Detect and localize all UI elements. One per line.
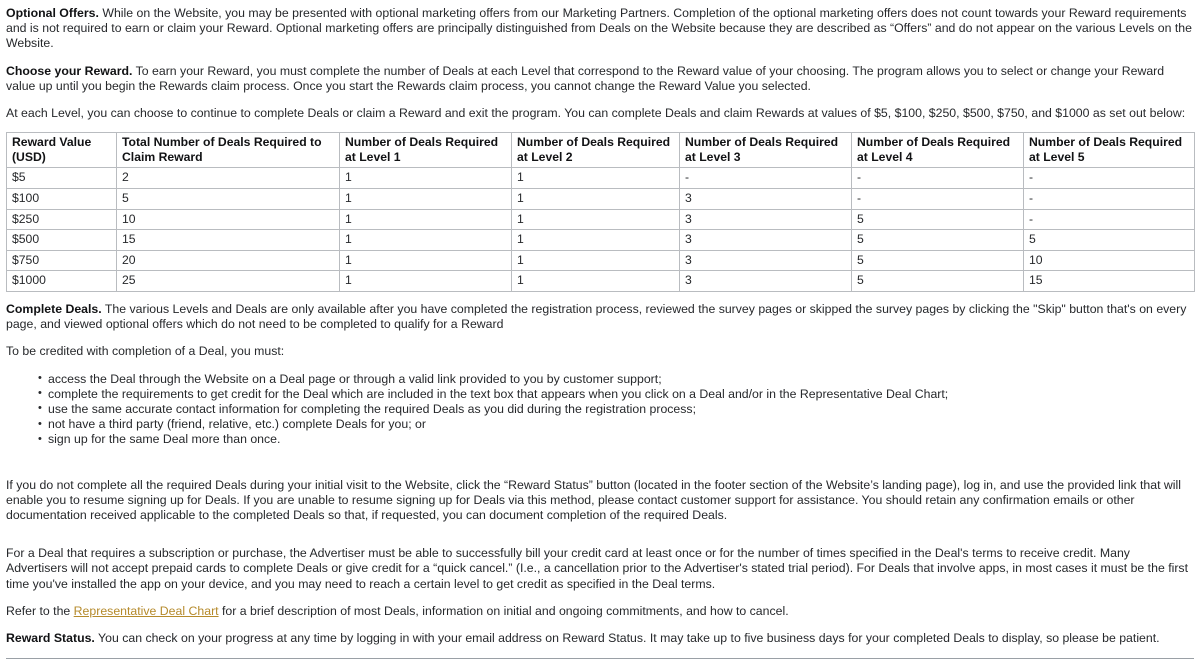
paragraph-credited-intro: To be credited with completion of a Deal, you must: (6, 344, 285, 359)
table-header-row (7, 133, 1195, 168)
paragraph-complete-deals (6, 302, 1194, 332)
cell-level-4: 5 (852, 271, 1024, 292)
cell-level-3: - (680, 168, 852, 189)
cell-reward-value: $250 (7, 209, 117, 230)
reward-status-body: You can check on your progress at any time by logging in with your email address on Reward Status. It may take up to five business days for your completed Deals to display, so please be patient. (94, 631, 1160, 646)
cell-level-4: - (852, 189, 1024, 210)
cell-level-4: - (852, 168, 1024, 189)
column-header-total-deals: Total Number of Deals Required to Claim Reward (117, 133, 340, 168)
complete-deals-heading: Complete Deals. (6, 301, 102, 316)
cell-total-deals: 15 (117, 230, 340, 251)
cell-reward-value: $100 (7, 189, 117, 210)
representative-deal-chart-link[interactable]: Representative Deal Chart (73, 603, 219, 618)
cell-level-1: 1 (340, 230, 512, 251)
complete-deals-body: The various Levels and Deals are only available after you have completed the registration process, reviewed the survey pages or skipped the survey pages by clicking the "Skip" button that's on every page, and viewed optional offers which do not need to be completed to qualify for a Reward (6, 301, 1187, 332)
cell-level-5: - (1024, 209, 1195, 230)
cell-level-5: 15 (1024, 271, 1195, 292)
cell-level-2: 1 (512, 250, 680, 271)
list-item: • complete the requirements to get credit for the Deal which are included in the text box that appears when you click on a Deal and/or in the Representative Deal Chart; (38, 387, 1194, 402)
table-row (7, 250, 1195, 271)
cell-reward-value: $750 (7, 250, 117, 271)
choose-your-reward-body: To earn your Reward, you must complete the number of Deals at each Level that correspond to the Reward value of your choosing. The program allows you to select or change your Reward value up until you begin the Rewards claim process. Once you start the Rewards claim process, you cannot change the Reward Value you selected. (6, 63, 1165, 93)
list-item: • use the same accurate contact information for completing the required Deals as you did during the registration process; (38, 402, 1194, 417)
paragraph-refer-deal-chart (6, 604, 1194, 619)
cell-level-1: 1 (340, 168, 512, 189)
reward-status-heading: Reward Status. (6, 631, 95, 646)
table-row (7, 189, 1195, 210)
cell-level-3: 3 (680, 230, 852, 251)
cell-level-1: 1 (340, 189, 512, 210)
cell-level-4: 5 (852, 250, 1024, 271)
cell-level-2: 1 (512, 189, 680, 210)
cell-total-deals: 2 (117, 168, 340, 189)
column-header-reward-value: Reward Value (USD) (7, 133, 117, 168)
column-header-level-2: Number of Deals Required at Level 2 (512, 133, 680, 168)
cell-level-1: 1 (340, 271, 512, 292)
table-row (7, 230, 1195, 251)
cell-level-2: 1 (512, 230, 680, 251)
paragraph-subscription-deals: For a Deal that requires a subscription or purchase, the Advertiser must be able to successfully bill your credit card at least once or for the number of times specified in the Deal's terms to receive credit. Many Advertisers will not accept prepaid cards to complete Deals or give credit for a “quick cancel.” (I.e., a cancellation prior to the Advertiser's stated trial period). For Deals that involve apps, in most cases it must be the first time you've installed the app on your device, and you may need to reach a certain level to get credit as specified in the Deal terms. (6, 546, 1189, 591)
refer-prefix: Refer to the (6, 603, 74, 618)
cell-level-2: 1 (512, 168, 680, 189)
paragraph-incomplete-deals: If you do not complete all the required Deals during your initial visit to the Website, click the “Reward Status” button (located in the footer section of the Website’s landing page), log in, and use the provided link that will enable you to resume signing up for Deals. If you are unable to resume signing up for Deals via this method, please contact customer support for assistance. You should retain any confirmation emails or other documentation received applicable to the completed Deals so that, if requested, you can document completion of the required Deals. (6, 477, 1182, 522)
column-header-level-3: Number of Deals Required at Level 3 (680, 133, 852, 168)
paragraph-reward-status (6, 631, 1194, 646)
table-row (7, 209, 1195, 230)
optional-offers-heading: Optional Offers. (6, 6, 99, 20)
section-spacer (6, 535, 1194, 546)
paragraph-at-each-level: At each Level, you can choose to continue to complete Deals or claim a Reward and exit the program. You can complete Deals and claim Rewards at values of $5, $100, $250, $500, $750, and $1000 as set out below: (6, 106, 1186, 121)
list-item: • not have a third party (friend, relative, etc.) complete Deals for you; or (38, 417, 1194, 432)
cell-level-4: 5 (852, 230, 1024, 251)
cell-level-5: 10 (1024, 250, 1195, 271)
cell-total-deals: 10 (117, 209, 340, 230)
paragraph-optional-offers (6, 6, 1194, 52)
table-row (7, 168, 1195, 189)
cell-total-deals: 5 (117, 189, 340, 210)
reward-levels-table (6, 132, 1195, 292)
cell-reward-value: $1000 (7, 271, 117, 292)
column-header-level-5: Number of Deals Required at Level 5 (1024, 133, 1195, 168)
cell-level-4: 5 (852, 209, 1024, 230)
list-item: • access the Deal through the Website on a Deal page or through a valid link provided to you by customer support; (38, 372, 1194, 387)
cell-level-3: 3 (680, 250, 852, 271)
choose-your-reward-heading: Choose your Reward. (6, 63, 133, 78)
optional-offers-body: While on the Website, you may be presented with optional marketing offers from our Marketing Partners. Completion of the optional marketing offers does not count towards your Reward requirements and is not required to earn or claim your Reward. Optional marketing offers are principally distinguished from Deals on the Website because they are described as “Offers” and do not appear on the various Levels on the Website. (6, 6, 1192, 51)
section-spacer (6, 448, 1194, 478)
cell-total-deals: 25 (117, 271, 340, 292)
column-header-level-4: Number of Deals Required at Level 4 (852, 133, 1024, 168)
column-header-level-1: Number of Deals Required at Level 1 (340, 133, 512, 168)
paragraph-choose-your-reward (6, 64, 1194, 94)
cell-level-2: 1 (512, 271, 680, 292)
cell-level-5: 5 (1024, 230, 1195, 251)
cell-level-5: - (1024, 189, 1195, 210)
deal-credit-requirements-list (6, 372, 1194, 448)
cell-level-3: 3 (680, 209, 852, 230)
cell-level-3: 3 (680, 271, 852, 292)
cell-reward-value: $500 (7, 230, 117, 251)
cell-level-5: - (1024, 168, 1195, 189)
table-row (7, 271, 1195, 292)
cell-total-deals: 20 (117, 250, 340, 271)
cell-level-2: 1 (512, 209, 680, 230)
cell-level-1: 1 (340, 209, 512, 230)
list-item: • sign up for the same Deal more than once. (38, 432, 1194, 447)
cell-level-3: 3 (680, 189, 852, 210)
cell-level-1: 1 (340, 250, 512, 271)
refer-suffix: for a brief description of most Deals, information on initial and ongoing commitments, and how to cancel. (218, 603, 789, 618)
cell-reward-value: $5 (7, 168, 117, 189)
